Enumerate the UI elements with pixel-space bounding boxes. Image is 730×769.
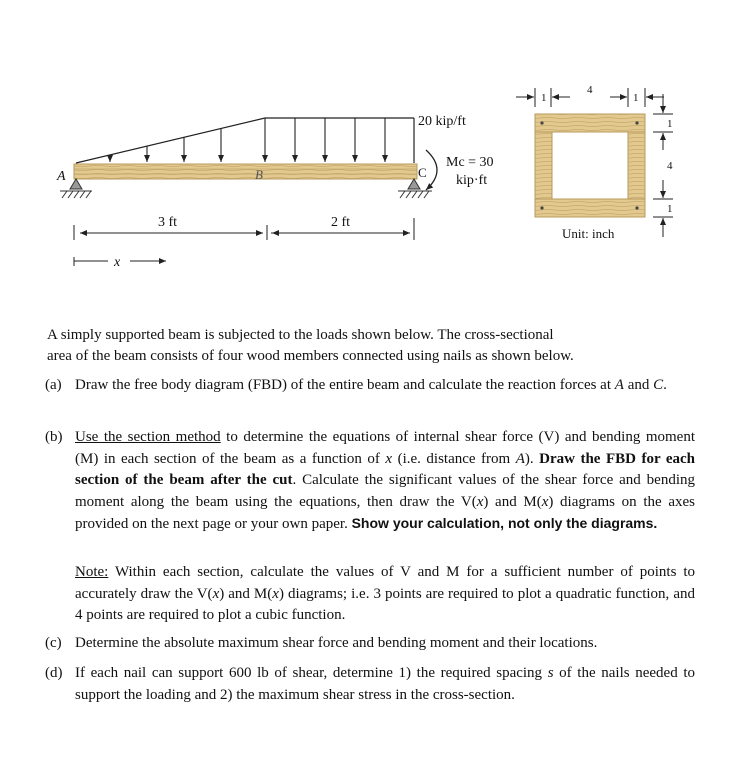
x-label: x xyxy=(114,255,121,270)
question-a-text: Draw the free body diagram (FBD) of the entire beam and calculate the reaction forces at A and C. xyxy=(75,377,667,393)
cs-right-bottom-dim: 1 xyxy=(667,203,673,215)
question-b-text: Use the section method to determine the equations of internal shear force (V) and bending moment (M) in each section of the beam as a function of x (i.e. distance from A). Draw the FBD for each section of the beam after the cut. Calculate the significant values of the shear force and bending moment along the beam using the equations, then draw the V(x) and M(x) diagrams on the axes provided on the next page or your own paper. Show your calculation, not only the diagrams. xyxy=(75,429,696,532)
note-paragraph xyxy=(45,562,695,628)
moment-label: Mc = 30 xyxy=(446,155,494,170)
distributed-load xyxy=(76,118,414,163)
question-a-label: (a) xyxy=(45,377,62,393)
question-c-text: Determine the absolute maximum shear force and bending moment and their locations. xyxy=(75,635,598,651)
question-d-text: If each nail can support 600 lb of shear, determine 1) the required spacing s of the nails needed to support the loading and 2) the maximum shear stress in the cross-section. xyxy=(75,665,695,703)
dimension-lines xyxy=(74,218,414,266)
question-a xyxy=(45,375,695,419)
cs-top-mid-dim: 4 xyxy=(587,84,593,96)
beam-figure xyxy=(0,0,730,300)
point-a-label: A xyxy=(57,169,66,184)
dim-ab-label: 3 ft xyxy=(158,215,178,230)
load-label: 20 kip/ft xyxy=(418,114,466,129)
cs-unit-label: Unit: inch xyxy=(562,226,615,241)
cs-right-mid-dim: 4 xyxy=(667,160,673,172)
question-b-label: (b) xyxy=(45,429,63,445)
question-c xyxy=(45,633,695,655)
dim-bc-label: 2 ft xyxy=(331,215,351,230)
cs-top-right-dim: 1 xyxy=(633,92,639,104)
question-d-label: (d) xyxy=(45,665,63,681)
cross-section xyxy=(535,114,645,217)
question-b xyxy=(45,427,695,555)
load-arrows xyxy=(110,118,385,162)
beam xyxy=(74,164,417,179)
question-c-label: (c) xyxy=(45,635,62,651)
cs-top-left-dim: 1 xyxy=(541,92,547,104)
question-d xyxy=(45,663,695,707)
moment-unit: kip·ft xyxy=(456,173,488,188)
note-text: Note: Within each section, calculate the values of V and M for a sufficient number of points to accurately draw the V(x) and M(x) diagrams; i.e. 3 points are required to plot a quadratic function, and 4 points are required to plot a cubic function. xyxy=(75,564,695,623)
intro-line-2: area of the beam consists of four wood members connected using nails as shown below. xyxy=(47,348,574,364)
intro-line-1: A simply supported beam is subjected to the loads shown below. The cross-sectional xyxy=(47,327,554,343)
moment-arrow xyxy=(426,150,437,190)
cs-right-top-dim: 1 xyxy=(667,118,673,130)
point-b-label: B xyxy=(255,167,263,182)
point-c-label: C xyxy=(418,165,427,180)
intro-paragraph xyxy=(47,325,707,367)
